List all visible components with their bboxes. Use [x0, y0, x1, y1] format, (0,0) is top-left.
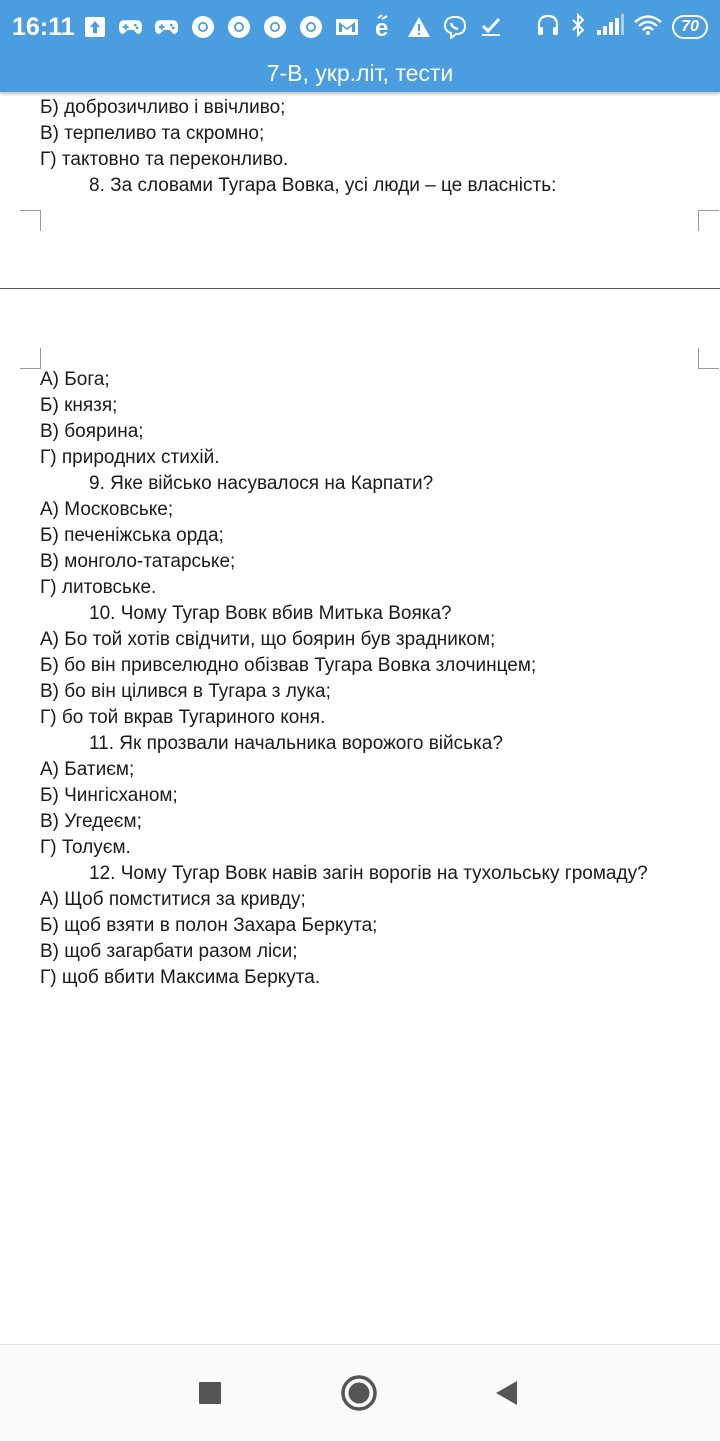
bluetooth-icon: [570, 13, 586, 42]
answer-line: Г) Толуєм.: [40, 837, 131, 858]
answer-line: Г) тактовно та переконливо.: [40, 149, 289, 170]
answer-line: Г) литовське.: [40, 577, 157, 598]
answer-line: Б) печеніжська орда;: [40, 525, 224, 546]
status-bar: [0, 0, 720, 54]
system-icons: [536, 13, 708, 41]
svg-text:e: e: [374, 15, 388, 40]
answer-line: В) щоб загарбати разом ліси;: [40, 941, 298, 962]
clock: 16:11: [12, 13, 75, 41]
answer-line: Б) бо він привселюдно обізвав Тугара Вовка злочинцем;: [40, 655, 537, 676]
warning-icon: [406, 15, 431, 40]
gmail-icon: [334, 15, 359, 40]
answer-line: Б) Чингісханом;: [40, 785, 178, 806]
answer-line: В) терпеливо та скромно;: [40, 123, 265, 144]
page-corner-mark: [698, 210, 719, 231]
answer-line: В) бо він цілився в Тугара з лука;: [40, 681, 331, 702]
gamepad-icon: [118, 15, 143, 40]
answer-line: В) Угедеєм;: [40, 811, 142, 832]
answer-line: А) Батиєм;: [40, 759, 135, 780]
check-icon: [478, 15, 503, 40]
document-view[interactable]: [0, 92, 720, 1344]
chrome-icon: [262, 15, 287, 40]
answer-line: В) монголо-татарське;: [40, 551, 236, 572]
page-break-line: [0, 288, 720, 289]
recents-button[interactable]: [190, 1373, 230, 1413]
viber-icon: [442, 15, 467, 40]
headphones-icon: [536, 13, 560, 42]
answer-line: Г) природних стихій.: [40, 447, 220, 468]
document-title: 7-В, укр.літ, тести: [0, 54, 720, 92]
back-button[interactable]: [486, 1373, 526, 1413]
circle-icon: [340, 1374, 378, 1412]
square-icon: [198, 1381, 222, 1405]
answer-line: Б) доброзичливо і ввічливо;: [40, 97, 286, 118]
navigation-bar: [0, 1344, 720, 1441]
battery-indicator: 70: [672, 15, 708, 39]
signal-icon: [596, 14, 624, 41]
triangle-back-icon: [493, 1379, 519, 1407]
answer-line: А) Бо той хотів свідчити, що боярин був зрадником;: [40, 629, 496, 650]
question-line: 10. Чому Тугар Вовк вбив Митька Вояка?: [89, 603, 452, 624]
answer-line: Г) бо той вкрав Тугариного коня.: [40, 707, 326, 728]
page-corner-mark: [20, 348, 41, 369]
chrome-icon: [298, 15, 323, 40]
e-icon: [370, 15, 395, 40]
upload-icon: [82, 15, 107, 40]
question-line: 9. Яке військо насувалося на Карпати?: [89, 473, 434, 494]
gamepad-icon: [154, 15, 179, 40]
answer-line: А) Щоб помститися за кривду;: [40, 889, 306, 910]
answer-line: В) боярина;: [40, 421, 144, 442]
page-corner-mark: [20, 210, 41, 231]
answer-line: Г) щоб вбити Максима Беркута.: [40, 967, 321, 988]
page-corner-mark: [698, 348, 719, 369]
home-button[interactable]: [339, 1373, 379, 1413]
answer-line: Б) щоб взяти в полон Захара Беркута;: [40, 915, 378, 936]
answer-line: А) Московське;: [40, 499, 174, 520]
wifi-icon: [634, 14, 662, 41]
chrome-icon: [226, 15, 251, 40]
question-line: 8. За словами Тугара Вовка, усі люди – це власність:: [89, 175, 557, 196]
chrome-icon: [190, 15, 215, 40]
question-line: 12. Чому Тугар Вовк навів загін ворогів на тухольську громаду?: [89, 863, 648, 884]
answer-line: А) Бога;: [40, 369, 110, 390]
answer-line: Б) князя;: [40, 395, 118, 416]
question-line: 11. Як прозвали начальника ворожого війська?: [89, 733, 503, 754]
notification-icons: [82, 13, 503, 41]
